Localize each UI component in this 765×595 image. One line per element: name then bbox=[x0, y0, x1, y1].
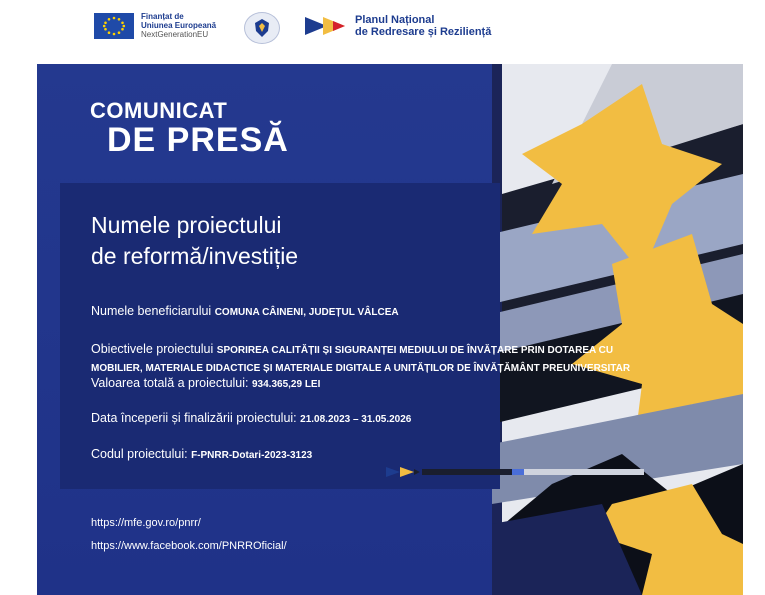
beneficiary-label: Numele beneficiarului bbox=[91, 304, 212, 318]
value-label: Valoarea totală a proiectului: bbox=[91, 376, 249, 390]
pnrr-logo bbox=[305, 14, 491, 38]
eu-line-3: NextGenerationEU bbox=[141, 30, 209, 39]
dates-label: Data începerii și finalizării proiectului: bbox=[91, 411, 297, 425]
objectives-label: Obiectivele proiectului bbox=[91, 342, 214, 356]
project-title-line-1: Numele proiectului bbox=[91, 212, 282, 238]
comunicat-heading: COMUNICAT bbox=[90, 98, 228, 123]
decorative-progress-bar bbox=[386, 467, 644, 477]
value-row bbox=[91, 376, 320, 390]
eu-flag-icon bbox=[94, 13, 134, 39]
objectives-value-line-2: MOBILIER, MATERIALE DIDACTICE ȘI MATERIALE DIGITALE A UNITĂȚILOR DE ÎNVĂȚĂMÂNT PREUNIVERSITAR bbox=[91, 363, 631, 374]
code-row bbox=[91, 447, 312, 461]
eu-line-2: Uniunea Europeană bbox=[141, 21, 217, 30]
project-title bbox=[91, 210, 491, 272]
objectives-value-line-1: SPORIREA CALITĂȚII ȘI SIGURANȚEI MEDIULUI DE ÎNVĂȚARE PRIN DOTAREA CU bbox=[216, 345, 614, 356]
beneficiary-value: COMUNA CÂINENI, JUDEȚUL VÂLCEA bbox=[214, 307, 399, 318]
pnrr-line-2: de Redresare și Reziliență bbox=[355, 26, 492, 38]
dates-row bbox=[91, 411, 411, 425]
eu-funding-logo bbox=[94, 12, 216, 39]
pnrr-arrow-icon bbox=[305, 15, 349, 37]
pnrr-line-1: Planul Național bbox=[355, 14, 435, 26]
project-title-line-2: de reformă/investiție bbox=[91, 243, 299, 269]
dates-value: 21.08.2023 – 31.05.2026 bbox=[300, 414, 412, 425]
eu-line-1: Finanțat de bbox=[141, 12, 184, 21]
code-value: F-PNRR-Dotari-2023-3123 bbox=[191, 450, 313, 461]
logo-header bbox=[0, 0, 765, 62]
objectives-row bbox=[91, 341, 721, 377]
facebook-link[interactable]: https://www.facebook.com/PNRROficial/ bbox=[91, 540, 287, 552]
code-label: Codul proiectului: bbox=[91, 447, 188, 461]
government-crest-icon bbox=[244, 12, 280, 44]
website-link[interactable]: https://mfe.gov.ro/pnrr/ bbox=[91, 517, 201, 529]
value-amount: 934.365,29 LEI bbox=[252, 379, 321, 390]
stars-artwork bbox=[492, 64, 743, 595]
de-presa-heading: DE PRESĂ bbox=[107, 121, 289, 159]
beneficiary-row bbox=[91, 304, 399, 318]
